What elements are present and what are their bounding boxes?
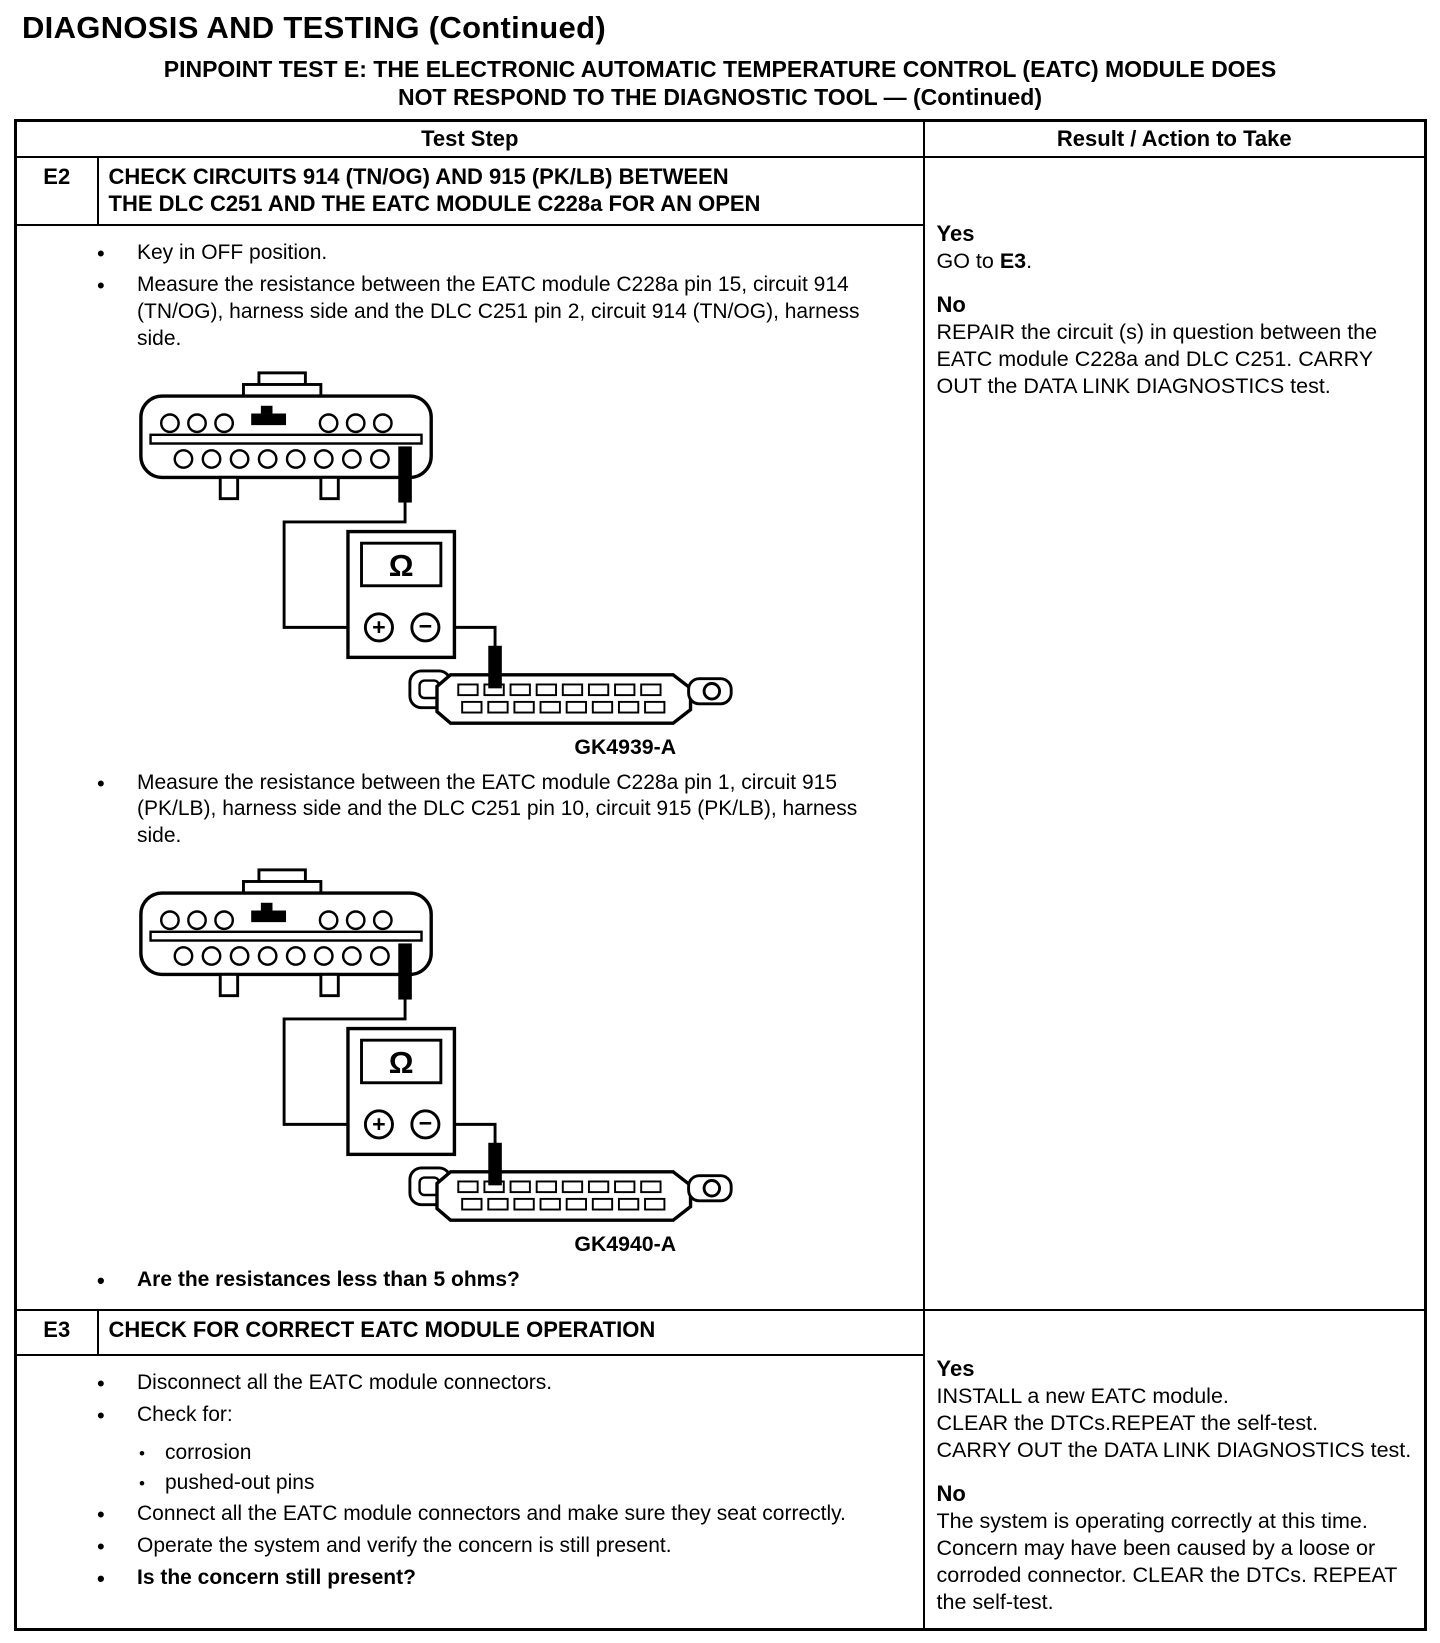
result-no-label: No <box>936 1481 966 1507</box>
step-body-e3 <box>16 1355 924 1630</box>
result-yes-label: Yes <box>936 1356 975 1382</box>
bullet-item: • Operate the system and verify the concern is still present. <box>97 1533 915 1561</box>
result-yes-line: CLEAR the DTCs.REPEAT the self-test. <box>936 1411 1319 1436</box>
table-header-row <box>16 121 1426 158</box>
step-id-e3: E3 <box>16 1310 98 1354</box>
column-header-result: Result / Action to Take <box>924 121 1426 158</box>
bullet-item: • Measure the resistance between the EATC module C228a pin 15, circuit 914 (TN/OG), harness side and the DLC C251 pin 2, circuit 914 (TN/OG), harness side. <box>97 272 915 353</box>
result-no-text: REPAIR the circuit (s) in question between the EATC module C228a and DLC C251. CARRY OUT the DATA LINK DIAGNOSTICS test. <box>936 319 1378 398</box>
step-body-e2 <box>16 225 924 1310</box>
eatc-dlc-wiring-diagram <box>137 369 737 760</box>
step-title-e2-line2: THE DLC C251 AND THE EATC MODULE C228a FOR AN OPEN <box>108 191 761 217</box>
column-header-test-step: Test Step <box>16 121 924 158</box>
figure-gk4939 <box>137 369 915 760</box>
pinpoint-test-title-line1: PINPOINT TEST E: THE ELECTRONIC AUTOMATIC TEMPERATURE CONTROL (EATC) MODULE DOES <box>163 56 1277 82</box>
pinpoint-test-table <box>14 119 1427 1631</box>
result-yes-e3 <box>937 1355 1417 1464</box>
pinpoint-test-title-line2: NOT RESPOND TO THE DIAGNOSTIC TOOL — (Continued) <box>398 83 1042 110</box>
result-no-e3 <box>937 1480 1417 1616</box>
bullet-item: • Measure the resistance between the EATC module C228a pin 1, circuit 915 (PK/LB), harness side and the DLC C251 pin 10, circuit 915 (PK/LB), harness side. <box>97 770 915 851</box>
result-yes-text: GO to E3. <box>936 248 1033 273</box>
eatc-dlc-wiring-diagram <box>137 866 737 1257</box>
result-cell-e2 <box>924 157 1426 1310</box>
page-title: DIAGNOSIS AND TESTING (Continued) <box>22 10 606 45</box>
result-yes-line: CARRY OUT the DATA LINK DIAGNOSTICS test. <box>936 1438 1412 1463</box>
result-no-text: The system is operating correctly at this time. Concern may have been caused by a loose or corroded connector. CLEAR the DTCs. REPEAT the self-test. <box>936 1508 1397 1615</box>
step-title-e3: CHECK FOR CORRECT EATC MODULE OPERATION <box>98 1310 924 1354</box>
sub-bullet-item: • corrosion <box>139 1440 915 1467</box>
result-yes-e2 <box>937 220 1417 275</box>
figure-label: GK4940-A <box>574 1232 677 1257</box>
pinpoint-test-title <box>14 56 1426 111</box>
figure-gk4940 <box>137 866 915 1257</box>
sub-bullet-item: • pushed-out pins <box>139 1470 915 1497</box>
bullet-item: • Connect all the EATC module connectors and make sure they seat correctly. <box>97 1501 915 1529</box>
bullet-item: • Key in OFF position. <box>97 240 915 268</box>
bullet-item: • Disconnect all the EATC module connectors. <box>97 1370 915 1398</box>
step-title-e2 <box>98 157 924 225</box>
result-cell-e3 <box>924 1310 1426 1629</box>
step-id-e2: E2 <box>16 157 98 225</box>
bullet-question: • Are the resistances less than 5 ohms? <box>97 1267 915 1295</box>
step-e3-title-row <box>16 1310 1426 1354</box>
step-e2-title-row <box>16 157 1426 225</box>
bullet-question: • Is the concern still present? <box>97 1565 915 1593</box>
result-yes-line: INSTALL a new EATC module. <box>936 1384 1229 1409</box>
result-no-e2 <box>937 291 1417 400</box>
result-yes-label: Yes <box>936 221 975 247</box>
figure-label: GK4939-A <box>574 734 677 759</box>
result-no-label: No <box>936 291 966 317</box>
bullet-item: • Check for: <box>97 1402 915 1430</box>
step-title-e2-line1: CHECK CIRCUITS 914 (TN/OG) AND 915 (PK/LB) BETWEEN <box>108 164 729 190</box>
